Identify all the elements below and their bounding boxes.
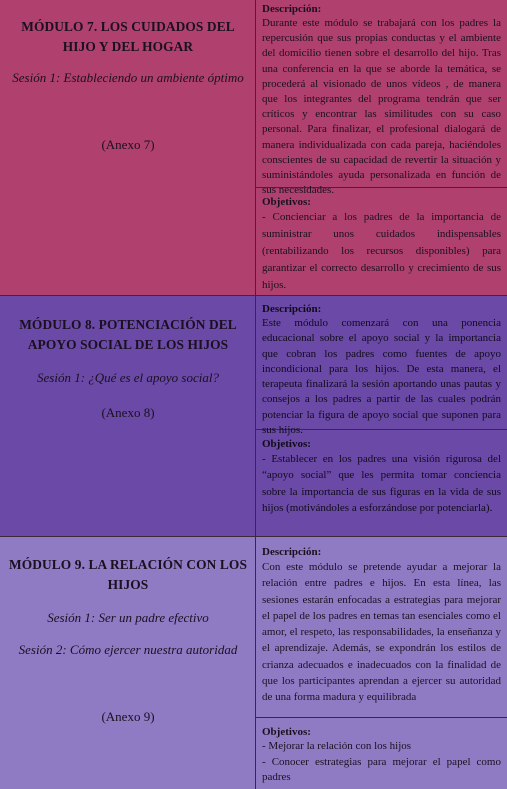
module-9-session-2: Sesión 2: Cómo ejercer nuestra autoridad <box>18 642 238 657</box>
objectives-label: Objetivos: <box>262 726 311 738</box>
module-9-description: Con este módulo se pretende ayudar a mejorar la relación entre padres e hijos. En esta línea, las sesiones estarán enfocadas a estrategias para mejorar el papel de los padres en temas tan esenciales como el amor, el respeto, las responsabilidades, la enseñanza y el aprendizaje. Además, se expondrán los estilos de crianza adecuados e inadecuados con la finalidad de que los participantes aprendan a ejercer su autoridad de una forma madura y equilibrada <box>262 561 501 704</box>
module-9-description-cell <box>256 537 507 718</box>
description-label: Descripción: <box>262 3 322 15</box>
module-7-title <box>0 17 256 57</box>
module-9-summary <box>0 537 256 789</box>
module-7-annex: (Anexo 7) <box>101 137 155 152</box>
module-8-session-1: Sesión 1: ¿Qué es el apoyo social? <box>37 370 219 385</box>
description-label: Descripción: <box>262 303 322 315</box>
module-9-objective-1: - Mejorar la relación con los hijos <box>262 740 412 752</box>
module-9-session-1: Sesión 1: Ser un padre efectivo <box>47 610 209 625</box>
module-7-description-cell <box>256 0 507 197</box>
module-7-session-1: Sesión 1: Estableciendo un ambiente óptimo <box>12 70 244 85</box>
module-7-details <box>256 0 507 295</box>
module-8-description: Este módulo comenzará con una ponencia educacional sobre el apoyo social y la importancia que cobran los padres como fuentes de apoyo incondicional para los hijos. De esta manera, el terapeuta finalizará la sesión aportando unas pautas y consejos a los padres a partir de las cuales podrán potenciar la figura de apoyo social que suponen para sus hijos. <box>262 317 501 437</box>
module-title-line: HIJO Y DEL HOGAR <box>62 39 194 54</box>
module-title-line: MÓDULO 7. LOS CUIDADOS DEL <box>21 19 235 34</box>
module-7-row <box>0 0 507 296</box>
objectives-label: Objetivos: <box>262 438 311 450</box>
module-8-objective-1: - Establecer en los padres una visión rigurosa del “apoyo social” que les permita tomar conciencia sobre la importancia de sus figuras en la vida de sus hijos (motivándoles a esforzándose por potenciarla). <box>262 453 501 515</box>
module-8-summary <box>0 296 256 536</box>
module-8-objectives-cell <box>256 430 507 537</box>
module-title-line: HIJOS <box>107 577 149 592</box>
module-7-objectives-cell <box>256 188 507 296</box>
module-8-description-cell <box>256 296 507 437</box>
module-7-objective-1: - Concienciar a los padres de la importancia de suministrar unos cuidados indispensables (rentabilizando los recursos disponibles) para garantizar el correcto desarrollo y crecimiento de sus hijos. <box>262 211 501 291</box>
description-label: Descripción: <box>262 546 322 558</box>
module-9-details <box>256 537 507 789</box>
module-7-summary <box>0 0 256 295</box>
module-title-line: APOYO SOCIAL DE LOS HIJOS <box>27 337 229 352</box>
objectives-label: Objetivos: <box>262 196 311 208</box>
module-9-objectives-cell <box>256 718 507 789</box>
module-8-title <box>0 315 256 355</box>
module-9-title <box>0 555 256 595</box>
module-9-row <box>0 537 507 789</box>
module-title-line: MÓDULO 9. LA RELACIÓN CON LOS <box>8 557 247 572</box>
module-8-row <box>0 296 507 537</box>
module-7-description: Durante este módulo se trabajará con los padres la repercusión que sus propias conductas y el ambiente del domicilio tienen sobre el desarrollo del hijo. Tras una conferencia en la que se aborde la temática, se procederá al visionado de unos vídeos , de manera que los integrantes del programa tendrán que ser críticos y encontrar las similitudes con su caso personal. Para finalizar, el profesional dialogará de manera individualizada con cada pareja, haciéndoles conscientes de su capacidad de revertir la situación y suministándoles ayuda personalizada en función de sus necesidades. <box>262 17 501 197</box>
module-8-details <box>256 296 507 536</box>
module-title-line: MÓDULO 8. POTENCIACIÓN DEL <box>19 317 237 332</box>
module-9-objective-2: - Conocer estrategias para mejorar el papel como padres <box>262 755 501 784</box>
module-9-annex: (Anexo 9) <box>101 709 155 724</box>
module-8-annex: (Anexo 8) <box>101 405 155 420</box>
